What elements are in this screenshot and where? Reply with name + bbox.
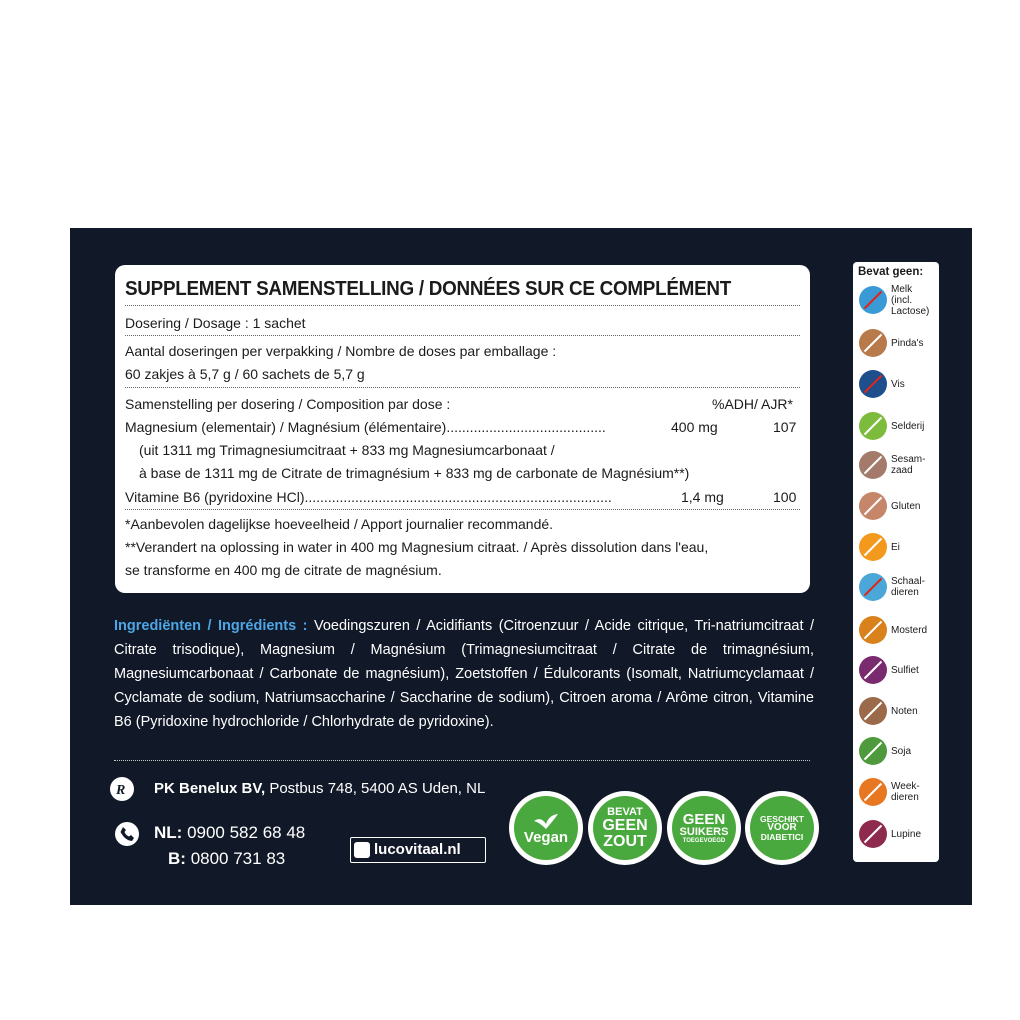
allergen-name: Sesam- zaad: [891, 454, 926, 476]
strike-icon: [864, 417, 882, 435]
phone-b-label: B:: [168, 849, 186, 868]
divider: [114, 760, 810, 761]
allergen-name: Vis: [891, 378, 905, 390]
soy-icon: [859, 737, 887, 765]
allergen-name: Ei: [891, 541, 900, 553]
fish-icon: [859, 370, 887, 398]
strike-icon: [864, 661, 882, 679]
dosage-text: Dosering / Dosage : 1 sachet: [125, 315, 306, 331]
mollusc-icon: [859, 778, 887, 806]
supplement-facts-panel: [115, 265, 810, 593]
celery-icon: [859, 412, 887, 440]
magnesium-note: à base de 1311 mg de Citrate de trimagnésium + 833 mg de carbonate de Magnésium**): [139, 465, 690, 481]
ingredients-label: Ingrediënten / Ingrédients :: [114, 618, 308, 634]
strike-icon: [864, 783, 882, 801]
servings-value: 60 zakjes à 5,7 g / 60 sachets de 5,7 g: [125, 366, 365, 382]
magnesium-pct: 107: [773, 419, 797, 435]
divider: [125, 305, 800, 306]
badge-line: DIABETICI: [760, 832, 804, 842]
peanut-icon: [859, 329, 887, 357]
strike-icon: [864, 742, 882, 760]
no-sugar-badge: [667, 791, 741, 865]
allergen-name: Lupine: [891, 828, 922, 840]
phone-nl-label: NL:: [154, 823, 183, 842]
strike-icon: [864, 621, 882, 639]
footnote: **Verandert na oplossing in water in 400 mg Magnesium citraat. / Après dissolution dans l'eau,: [125, 539, 709, 555]
allergen-name: Mosterd: [891, 624, 928, 636]
magnesium-amount: 400 mg: [671, 419, 718, 435]
company-address: [154, 780, 485, 797]
milk-icon: [859, 286, 887, 314]
phone-nl-number: 0900 582 68 48: [187, 823, 306, 842]
allergen-name: Gluten: [891, 500, 921, 512]
b6-pct: 100: [773, 489, 797, 505]
mustard-icon: [859, 616, 887, 644]
badge-line: ZOUT: [603, 832, 647, 850]
divider: [125, 335, 800, 336]
ingredients-list: Voedingszuren / Acidifiants (Citroenzuur / Acide citrique, Tri-natriumcitraat / Citrate trisodique), Magnesium / Magnésium (Trimagnesiumcitraat / Citrate de trimagnésium, Magnesiumcarbonaat / Carbonate de magnésium), Zoetstoffen / Édulcorants (Isomalt, Natriumcyclamaat / Cyclamate de sodium, Natriumsaccharine / Saccharine de sodium), Citroen aroma / Arôme citron, Vitamine B6 (Pyridoxine hydrochloride / Chlorhydrate de pyridoxine).: [114, 618, 814, 730]
composition-label: Samenstelling per dosering / Composition par dose :: [125, 396, 451, 412]
facts-title: SUPPLEMENT SAMENSTELLING / DONNÉES SUR CE COMPLÉMENT: [125, 277, 731, 300]
magnesium-note: (uit 1311 mg Trimagnesiumcitraat + 833 mg Magnesiumcarbonaat /: [139, 442, 555, 458]
phone-nl: [154, 823, 305, 843]
svg-text:R: R: [116, 783, 126, 798]
badge-line: VOOR: [767, 822, 797, 833]
ingredients-text: [114, 614, 814, 734]
badge-line: BEVAT: [607, 805, 643, 818]
b6-amount: 1,4 mg: [681, 489, 724, 505]
divider: [125, 387, 800, 388]
adh-header: %ADH/ AJR*: [712, 396, 793, 412]
strike-icon: [864, 375, 882, 393]
strike-icon: [864, 456, 882, 474]
strike-icon: [864, 825, 882, 843]
allergen-panel: [853, 262, 939, 862]
phone-b-number: 0800 731 83: [190, 849, 286, 868]
badge-line: GEEN: [602, 816, 648, 834]
strike-icon: [864, 291, 882, 309]
allergen-name: Pinda's: [891, 337, 924, 349]
nuts-icon: [859, 697, 887, 725]
diabetic-badge: [745, 791, 819, 865]
company-name: PK Benelux BV,: [154, 780, 266, 797]
sesame-icon: [859, 451, 887, 479]
phone-icon: [115, 822, 139, 846]
brand-logo: [350, 837, 486, 863]
allergen-name: Melk (incl. Lactose): [891, 283, 930, 317]
address-text: Postbus 748, 5400 AS Uden, NL: [265, 780, 486, 797]
company-logo-icon: [110, 777, 134, 801]
allergen-header: Bevat geen:: [858, 266, 924, 278]
allergen-name: Noten: [891, 705, 918, 717]
b6-name: Vitamine B6 (pyridoxine HCl)...............................................................................: [125, 489, 612, 505]
badge-line: GEEN: [682, 811, 726, 828]
allergen-name: Sulfiet: [891, 664, 919, 676]
leaf-icon: [531, 812, 561, 830]
egg-icon: [859, 533, 887, 561]
footnote: se transforme en 400 mg de citrate de magnésium.: [125, 562, 442, 578]
servings-label: Aantal doseringen per verpakking / Nombre de doses par emballage :: [125, 343, 557, 359]
no-salt-badge: [588, 791, 662, 865]
sulphite-icon: [859, 656, 887, 684]
divider: [125, 509, 800, 510]
allergen-name: Soja: [891, 745, 912, 757]
strike-icon: [864, 497, 882, 515]
strike-icon: [864, 578, 882, 596]
lupin-icon: [859, 820, 887, 848]
brand-text: lucovitaal.nl: [374, 841, 461, 858]
badge-line: TOEGEVOEGD: [682, 838, 726, 844]
gluten-icon: [859, 492, 887, 520]
allergen-name: Week- dieren: [891, 781, 920, 803]
magnesium-name: Magnesium (elementair) / Magnésium (élémentaire).........................................: [125, 419, 606, 435]
badge-line: Vegan: [523, 828, 569, 846]
footnote: *Aanbevolen dagelijkse hoeveelheid / Apport journalier recommandé.: [125, 516, 554, 532]
vegan-badge: [509, 791, 583, 865]
strike-icon: [864, 702, 882, 720]
badge-line: SUIKERS: [679, 826, 729, 838]
crustacean-icon: [859, 573, 887, 601]
strike-icon: [864, 538, 882, 556]
product-label: [70, 228, 972, 905]
allergen-name: Schaal- dieren: [891, 576, 925, 598]
allergen-name: Selderij: [891, 420, 925, 432]
badge-line: GESCHIKT: [760, 813, 804, 824]
brand-icon: [354, 842, 370, 858]
phone-b: [168, 849, 285, 869]
strike-icon: [864, 334, 882, 352]
